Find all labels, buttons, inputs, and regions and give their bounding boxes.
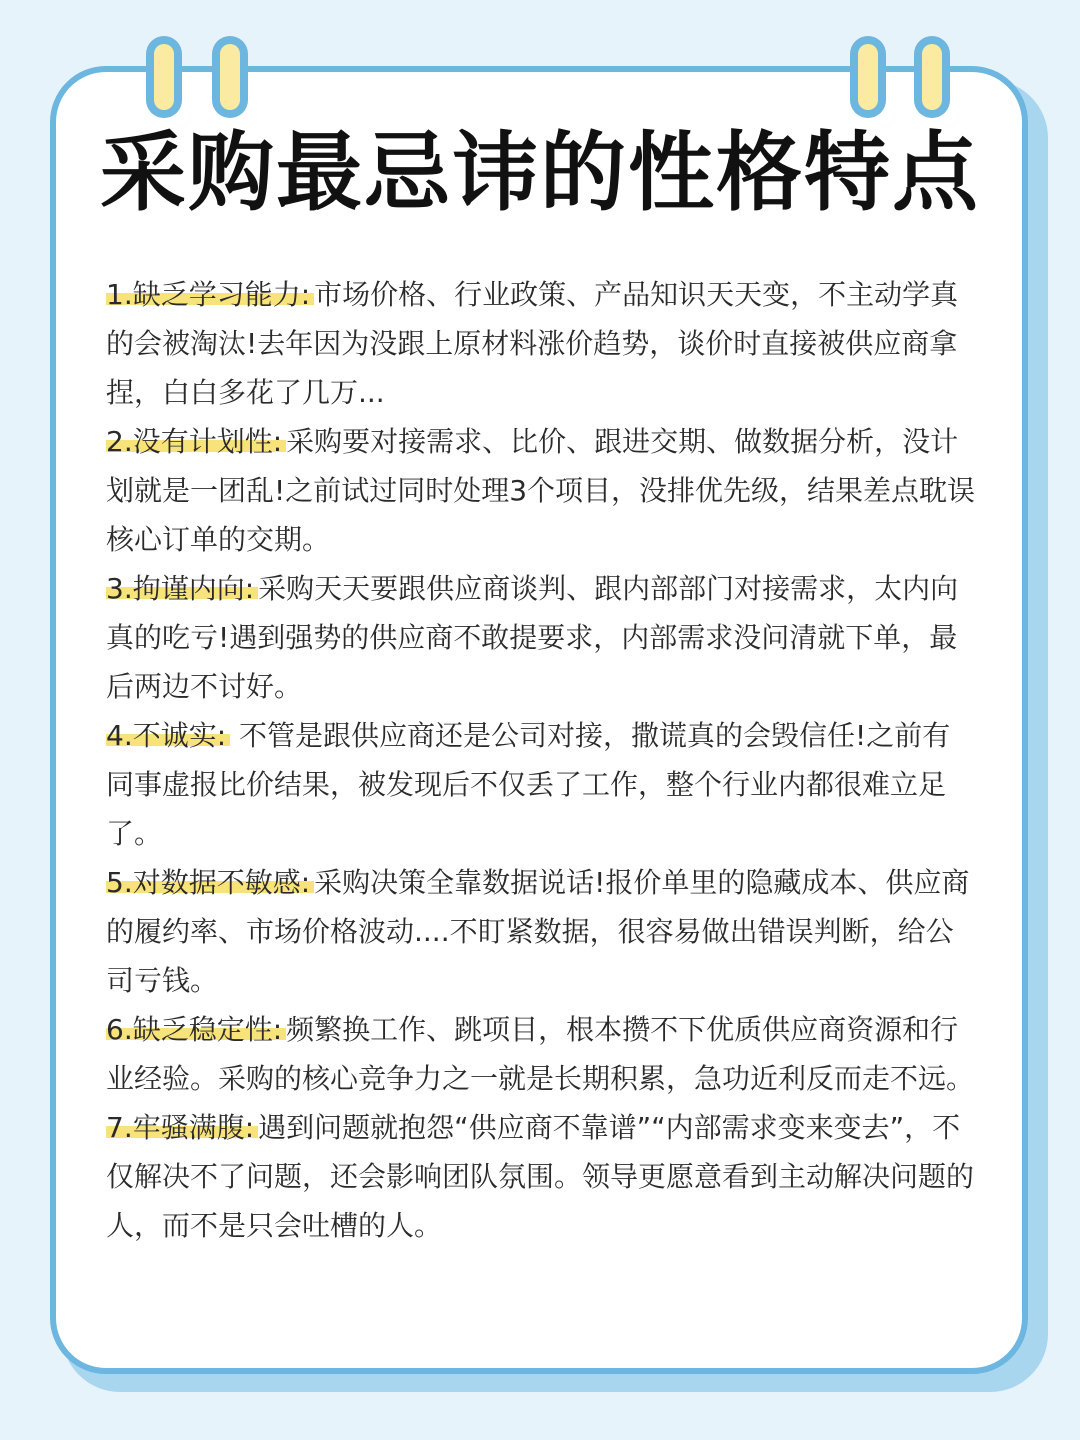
binder-ring-icon <box>914 36 950 118</box>
item-label: 5.对数据不敏感: <box>106 866 314 899</box>
item-text: 采购天天要跟供应商谈判、跟内部部门对接需求，太内向真的吃亏!遇到强势的供应商不敢提要求，内部需求没问清就下单，最后两边不讨好。 <box>106 572 959 703</box>
list-item <box>106 858 978 1005</box>
list-item <box>106 1005 978 1103</box>
item-label: 3.拘谨内向: <box>106 572 258 605</box>
binder-ring-icon <box>850 36 886 118</box>
item-text: 采购要对接需求、比价、跟进交期、做数据分析，没计划就是一团乱!之前试过同时处理3个项目，没排优先级，结果差点耽误核心订单的交期。 <box>106 425 976 556</box>
binder-ring-icon <box>212 36 248 118</box>
item-label: 1.缺乏学习能力: <box>106 278 314 311</box>
item-text: 市场价格、行业政策、产品知识天天变，不主动学真的会被淘汰!去年因为没跟上原材料涨价趋势，谈价时直接被供应商拿捏，白白多花了几万... <box>106 278 959 409</box>
list-item <box>106 711 978 858</box>
list-item <box>106 270 978 417</box>
binder-ring-icon <box>146 36 182 118</box>
list-item <box>106 417 978 564</box>
item-label: 2.没有计划性: <box>106 425 286 458</box>
item-text: 不管是跟供应商还是公司对接，撒谎真的会毁信任!之前有同事虚报比价结果，被发现后不仅丢了工作，整个行业内都很难立足了。 <box>106 719 951 850</box>
item-text: 遇到问题就抱怨“供应商不靠谱”“内部需求变来变去”，不仅解决不了问题，还会影响团队氛围。领导更愿意看到主动解决问题的人，而不是只会吐槽的人。 <box>106 1111 975 1242</box>
item-label: 7.牢骚满腹: <box>106 1111 258 1144</box>
item-text: 采购决策全靠数据说话!报价单里的隐藏成本、供应商的履约率、市场价格波动....不盯紧数据，很容易做出错误判断，给公司亏钱。 <box>106 866 970 997</box>
list-item <box>106 1103 978 1250</box>
page-title: 采购最忌讳的性格特点 <box>100 123 980 223</box>
list-item <box>106 564 978 711</box>
item-label: 4.不诚实: <box>106 719 230 752</box>
item-label: 6.缺乏稳定性: <box>106 1013 286 1046</box>
content-list <box>106 270 978 1250</box>
item-text: 频繁换工作、跳项目，根本攒不下优质供应商资源和行业经验。采购的核心竞争力之一就是长期积累，急功近利反而走不远。 <box>106 1013 975 1095</box>
